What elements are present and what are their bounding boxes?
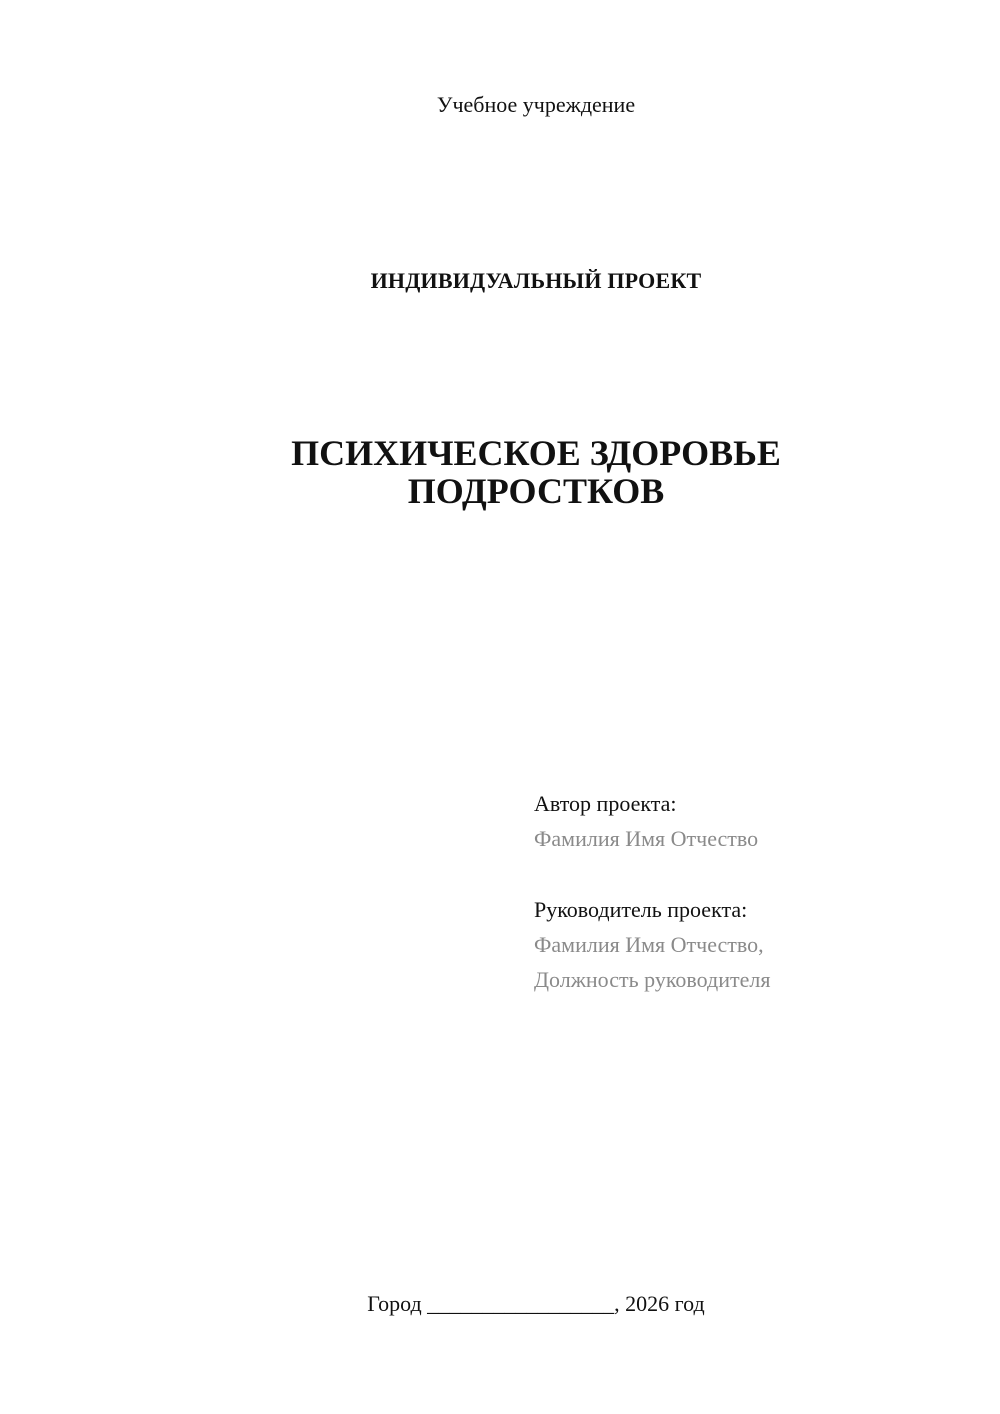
author-name: Фамилия Имя Отчество — [534, 826, 759, 851]
project-title — [0, 434, 1000, 510]
supervisor-name: Фамилия Имя Отчество, — [534, 932, 764, 957]
document-type: ИНДИВИДУАЛЬНЫЙ ПРОЕКТ — [370, 268, 702, 293]
supervisor-position: Должность руководителя — [534, 967, 771, 992]
city-year-line: Город _________________, 2026 год — [367, 1291, 705, 1316]
project-title-line-1: ПСИХИЧЕСКОЕ ЗДОРОВЬЕ — [291, 433, 781, 473]
credits-block — [534, 786, 974, 997]
project-title-line-2: ПОДРОСТКОВ — [407, 471, 665, 511]
author-label: Автор проекта: — [534, 791, 677, 816]
credits-spacer — [534, 856, 974, 892]
supervisor-label: Руководитель проекта: — [534, 897, 748, 922]
institution-name: Учебное учреждение — [436, 92, 636, 117]
